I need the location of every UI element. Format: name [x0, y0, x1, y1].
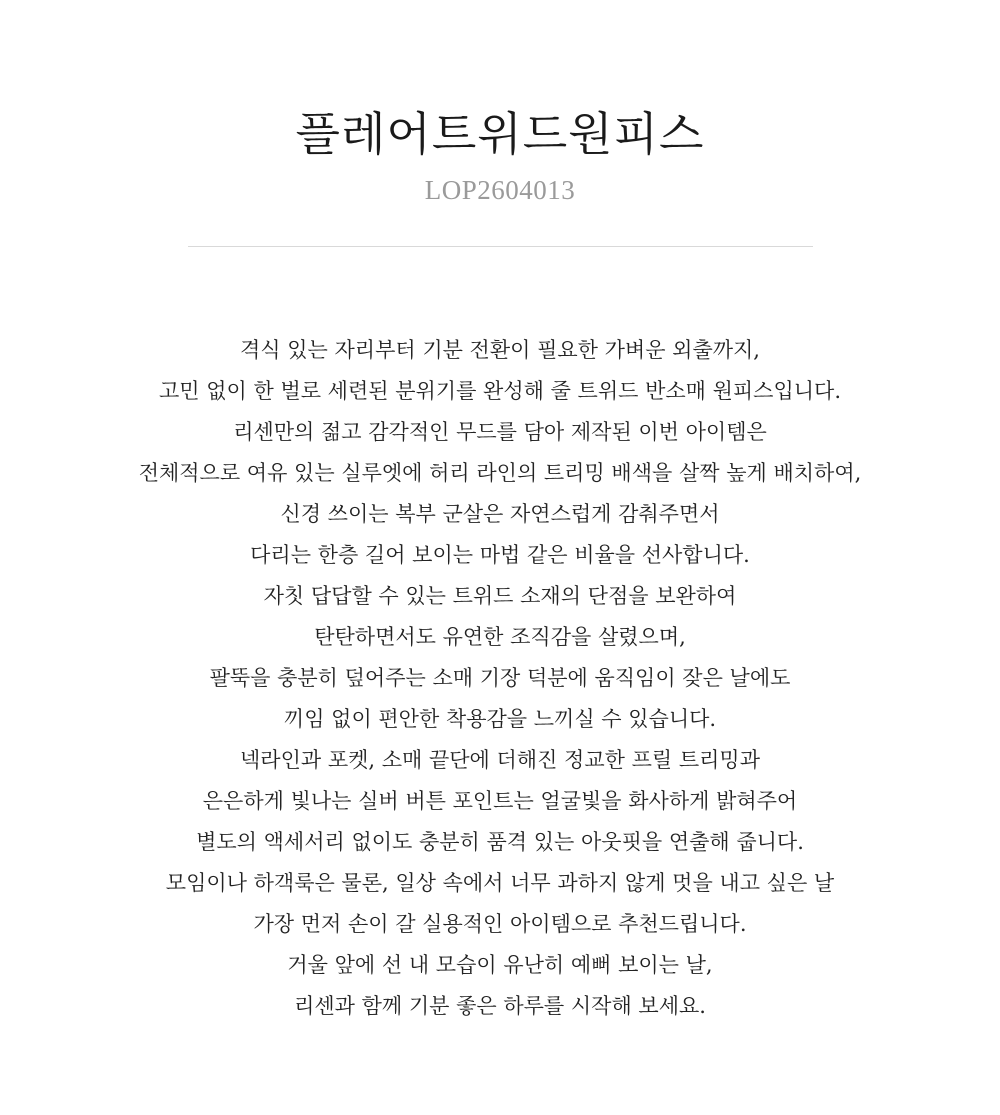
description-line: 팔뚝을 충분히 덮어주는 소매 기장 덕분에 움직임이 잦은 날에도 — [209, 666, 791, 690]
description-line: 격식 있는 자리부터 기분 전환이 필요한 가벼운 외출까지, — [240, 338, 760, 362]
description-line: 끼임 없이 편안한 착용감을 느끼실 수 있습니다. — [283, 707, 717, 731]
description-line: 고민 없이 한 벌로 세련된 분위기를 완성해 줄 트위드 반소매 원피스입니다. — [158, 379, 841, 403]
description-line: 거울 앞에 선 내 모습이 유난히 예뻐 보이는 날, — [287, 953, 713, 977]
description-line: 자칫 답답할 수 있는 트위드 소재의 단점을 보완하여 — [263, 584, 737, 608]
description-line: 다리는 한층 길어 보이는 마법 같은 비율을 선사합니다. — [250, 543, 750, 567]
divider — [188, 246, 813, 247]
description-line: 신경 쓰이는 복부 군살은 자연스럽게 감춰주면서 — [280, 502, 720, 526]
description-line: 가장 먼저 손이 갈 실용적인 아이템으로 추천드립니다. — [253, 912, 747, 936]
description-line: 넥라인과 포켓, 소매 끝단에 더해진 정교한 프릴 트리밍과 — [240, 748, 760, 772]
description-line: 은은하게 빛나는 실버 버튼 포인트는 얼굴빛을 화사하게 밝혀주어 — [202, 789, 798, 813]
description-line: 모임이나 하객룩은 물론, 일상 속에서 너무 과하지 않게 멋을 내고 싶은 날 — [165, 871, 835, 895]
description-line: 리센과 함께 기분 좋은 하루를 시작해 보세요. — [294, 994, 706, 1018]
product-title: 플레어트위드원피스 — [295, 107, 705, 161]
description-line: 별도의 액세서리 없이도 충분히 품격 있는 아웃핏을 연출해 줍니다. — [196, 830, 804, 854]
description-line: 리센만의 젊고 감각적인 무드를 담아 제작된 이번 아이템은 — [233, 420, 767, 444]
product-description — [40, 330, 960, 1027]
description-line: 전체적으로 여유 있는 실루엣에 허리 라인의 트리밍 배색을 살짝 높게 배치하여, — [138, 461, 862, 485]
product-code: LOP2604013 — [424, 175, 576, 205]
description-line: 탄탄하면서도 유연한 조직감을 살렸으며, — [314, 625, 686, 649]
